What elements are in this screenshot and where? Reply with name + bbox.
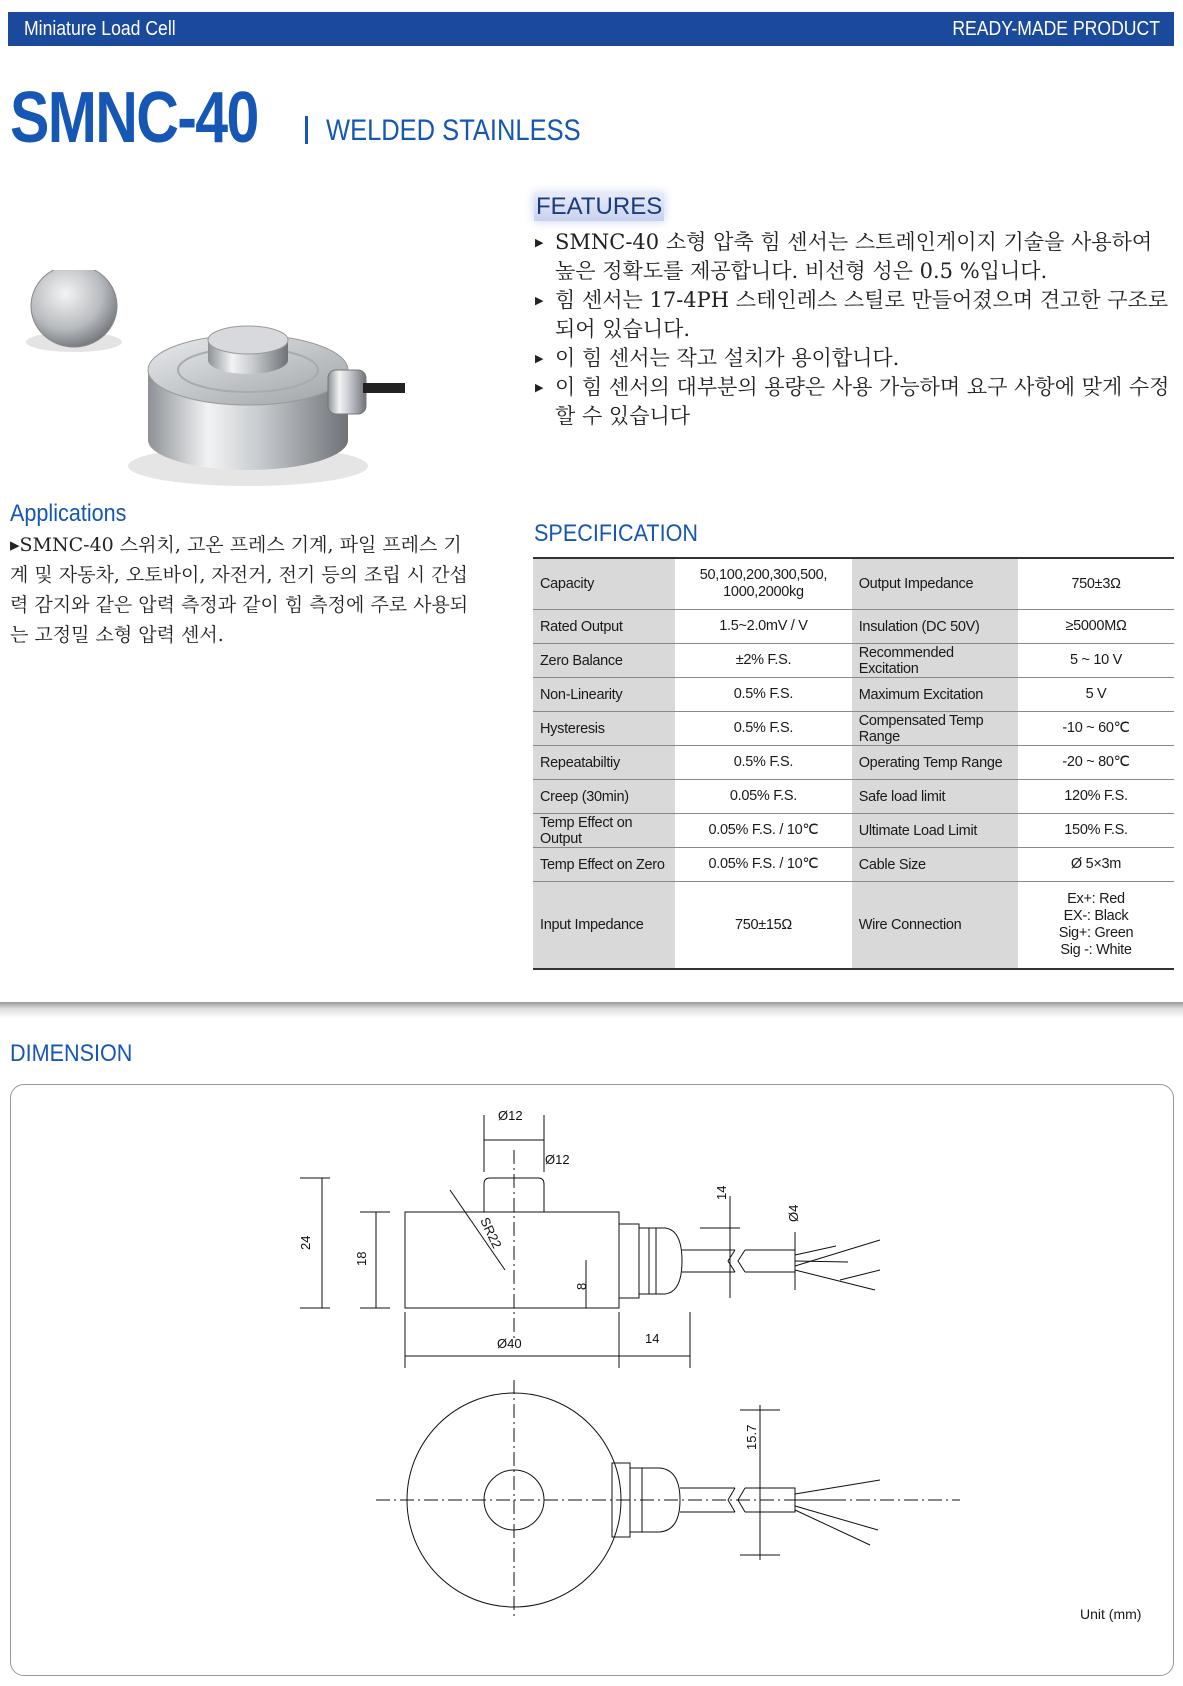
spec-key: Hysteresis xyxy=(533,712,675,746)
spec-key: Maximum Excitation xyxy=(852,678,1018,712)
category-label: Miniature Load Cell xyxy=(24,18,176,40)
dim-label-button-diam: Ø12 xyxy=(545,1152,570,1167)
feature-item: ▶ 이 힘 센서는 작고 설치가 용이합니다. xyxy=(535,344,1175,373)
dim-label-eight: 8 xyxy=(574,1282,589,1290)
spec-value: ±2% F.S. xyxy=(675,644,852,678)
dimension-heading: DIMENSION xyxy=(10,1040,133,1067)
applications-text: ▸SMNC-40 스위치, 고온 프레스 기계, 파일 프레스 기계 및 자동차, 오토바이, 자전거, 전기 등의 조립 시 간섭 력 감지와 같은 압력 측정과 같이 힘 측정에 주로 사용되는 고정밀 소형 압력 센서. xyxy=(10,534,469,646)
spec-key: Cable Size xyxy=(852,848,1018,882)
spec-key: Input Impedance xyxy=(533,882,675,970)
spec-value: Ø 5×3m xyxy=(1018,848,1174,882)
spec-value: 150% F.S. xyxy=(1018,814,1174,848)
spec-value: 50,100,200,300,500, 1000,2000kg xyxy=(675,558,852,610)
spec-value: Ex+: Red EX-: Black Sig+: Green Sig -: White xyxy=(1018,882,1174,970)
spec-key: Temp Effect on Output xyxy=(533,814,675,848)
spec-value: 750±15Ω xyxy=(675,882,852,970)
model-subtitle: WELDED STAINLESS xyxy=(326,114,581,147)
spec-key: Operating Temp Range xyxy=(852,746,1018,780)
spec-key: Creep (30min) xyxy=(533,780,675,814)
spec-value: 5 V xyxy=(1018,678,1174,712)
spec-value: 5 ~ 10 V xyxy=(1018,644,1174,678)
spec-key: Ultimate Load Limit xyxy=(852,814,1018,848)
unit-label: Unit (mm) xyxy=(1080,1606,1142,1622)
product-type-label: READY-MADE PRODUCT xyxy=(952,18,1160,40)
feature-item: ▶ 힘 센서는 17-4PH 스테인레스 스틸로 만들어졌으며 견고한 구조로되어 있습니다. xyxy=(535,286,1175,344)
specification-heading: SPECIFICATION xyxy=(534,520,699,547)
spec-value: 0.5% F.S. xyxy=(675,712,852,746)
spec-value: 120% F.S. xyxy=(1018,780,1174,814)
side-body xyxy=(405,1212,619,1308)
applications-heading: Applications xyxy=(10,500,127,527)
spec-value: 0.05% F.S. / 10℃ xyxy=(675,814,852,848)
feature-item: ▶ 이 힘 센서의 대부분의 용량은 사용 가능하며 요구 사항에 맞게 수정할 수 있습니다 xyxy=(535,373,1175,431)
dim-label-gland-length: 14 xyxy=(645,1331,660,1346)
spec-key: Recommended Excitation xyxy=(852,644,1018,678)
dim-label-top-diam: Ø12 xyxy=(498,1108,523,1123)
spec-value: 1.5~2.0mV / V xyxy=(675,610,852,644)
spec-key: Compensated Temp Range xyxy=(852,712,1018,746)
spec-key: Temp Effect on Zero xyxy=(533,848,675,882)
dim-label-height-total: 24 xyxy=(298,1235,313,1250)
spec-value: -20 ~ 80℃ xyxy=(1018,746,1174,780)
spec-value: 0.5% F.S. xyxy=(675,678,852,712)
dim-label-offset: 15.7 xyxy=(744,1424,759,1450)
spec-key: Repeatabiltiy xyxy=(533,746,675,780)
spec-value: -10 ~ 60℃ xyxy=(1018,712,1174,746)
spec-value: ≥5000MΩ xyxy=(1018,610,1174,644)
spec-key: Output Impedance xyxy=(852,558,1018,610)
spec-key: Non-Linearity xyxy=(533,678,675,712)
spec-key: Zero Balance xyxy=(533,644,675,678)
dim-label-button-height: 14 xyxy=(714,1185,729,1200)
dim-label-body-diam: Ø40 xyxy=(497,1336,522,1351)
spec-key: Wire Connection xyxy=(852,882,1018,970)
features-heading: FEATURES xyxy=(536,193,663,220)
spec-value: 0.05% F.S. / 10℃ xyxy=(675,848,852,882)
model-title: SMNC-40 xyxy=(10,78,258,158)
spec-key: Safe load limit xyxy=(852,780,1018,814)
spec-key: Rated Output xyxy=(533,610,675,644)
side-cable xyxy=(682,1250,795,1272)
spec-value: 750±3Ω xyxy=(1018,558,1174,610)
dim-label-height-body: 18 xyxy=(354,1251,369,1266)
feature-item: ▶ SMNC-40 소형 압축 힘 센서는 스트레인게이지 기술을 사용하여 높은 정확도를 제공합니다. 비선형 성은 0.5 %입니다. xyxy=(535,228,1175,286)
dim-label-cable-diam: Ø4 xyxy=(786,1204,801,1222)
side-gland xyxy=(619,1224,639,1298)
spec-value: 0.5% F.S. xyxy=(675,746,852,780)
spec-value: 0.05% F.S. xyxy=(675,780,852,814)
spec-key: Capacity xyxy=(533,558,675,610)
dim-label-radius: SR22 xyxy=(477,1214,505,1251)
spec-key: Insulation (DC 50V) xyxy=(852,610,1018,644)
